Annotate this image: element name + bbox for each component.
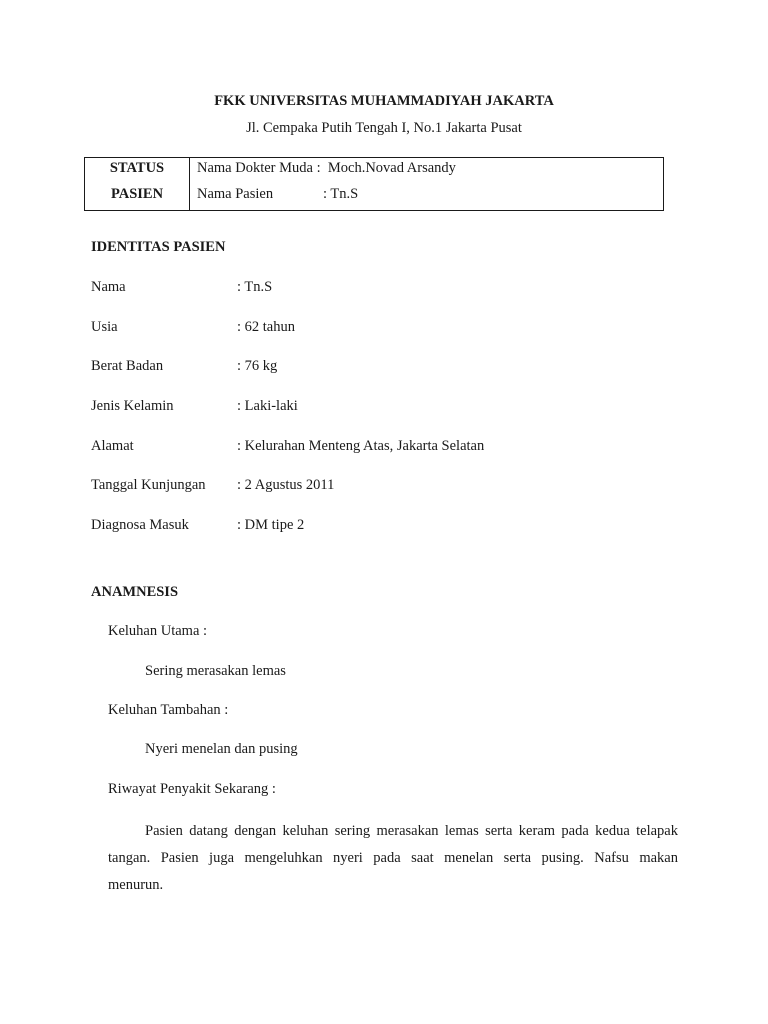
patient-name-value: : Tn.S xyxy=(323,186,359,202)
field-row-berat-badan xyxy=(91,358,691,378)
doctor-row: Nama Dokter Muda : Moch.Novad Arsandy xyxy=(197,160,456,176)
field-value: : Tn.S xyxy=(237,279,273,295)
status-label-line2: PASIEN xyxy=(110,186,164,202)
paragraph-line xyxy=(108,818,678,845)
field-value: : Kelurahan Menteng Atas, Jakarta Selatan xyxy=(237,438,485,454)
field-row-diagnosa-masuk xyxy=(91,517,691,537)
field-value: : DM tipe 2 xyxy=(237,517,305,533)
main-complaint-label: Keluhan Utama : xyxy=(108,623,208,639)
field-label: Jenis Kelamin xyxy=(91,398,174,414)
field-row-alamat xyxy=(91,438,691,458)
field-value: : 62 tahun xyxy=(237,319,295,335)
field-label: Nama xyxy=(91,279,126,295)
identity-heading: IDENTITAS PASIEN xyxy=(91,239,226,255)
current-history-label: Riwayat Penyakit Sekarang : xyxy=(108,781,276,797)
field-label: Tanggal Kunjungan xyxy=(91,477,206,493)
additional-complaint-value: Nyeri menelan dan pusing xyxy=(145,741,298,757)
field-label: Diagnosa Masuk xyxy=(91,517,189,533)
patient-row xyxy=(197,186,358,203)
paragraph-line-text: Pasien datang dengan keluhan sering merasakan lemas serta keram pada kedua telapak xyxy=(145,823,678,839)
paragraph-line: tangan. Pasien juga mengeluhkan nyeri pada saat menelan serta pusing. Nafsu makan xyxy=(108,850,678,866)
field-row-usia xyxy=(91,319,691,339)
current-history-paragraph xyxy=(108,818,678,899)
anamnesis-heading: ANAMNESIS xyxy=(91,584,179,600)
field-value: : 2 Agustus 2011 xyxy=(237,477,335,493)
field-value: : Laki-laki xyxy=(237,398,298,414)
field-label: Alamat xyxy=(91,438,134,454)
status-box xyxy=(84,157,664,211)
institution-address: Jl. Cempaka Putih Tengah I, No.1 Jakarta Pusat xyxy=(246,120,522,136)
field-row-tanggal-kunjungan xyxy=(91,477,691,497)
paragraph-line: menurun. xyxy=(108,877,164,893)
field-label: Usia xyxy=(91,319,118,335)
status-label-line1: STATUS xyxy=(109,160,165,176)
institution-title: FKK UNIVERSITAS MUHAMMADIYAH JAKARTA xyxy=(214,93,554,109)
main-complaint-value: Sering merasakan lemas xyxy=(145,663,286,679)
field-label: Berat Badan xyxy=(91,358,164,374)
field-value: : 76 kg xyxy=(237,358,278,374)
additional-complaint-label: Keluhan Tambahan : xyxy=(108,702,229,718)
field-row-jenis-kelamin xyxy=(91,398,691,418)
patient-name-label: Nama Pasien xyxy=(197,186,274,202)
status-label-cell xyxy=(85,158,190,210)
field-row-nama xyxy=(91,279,691,299)
